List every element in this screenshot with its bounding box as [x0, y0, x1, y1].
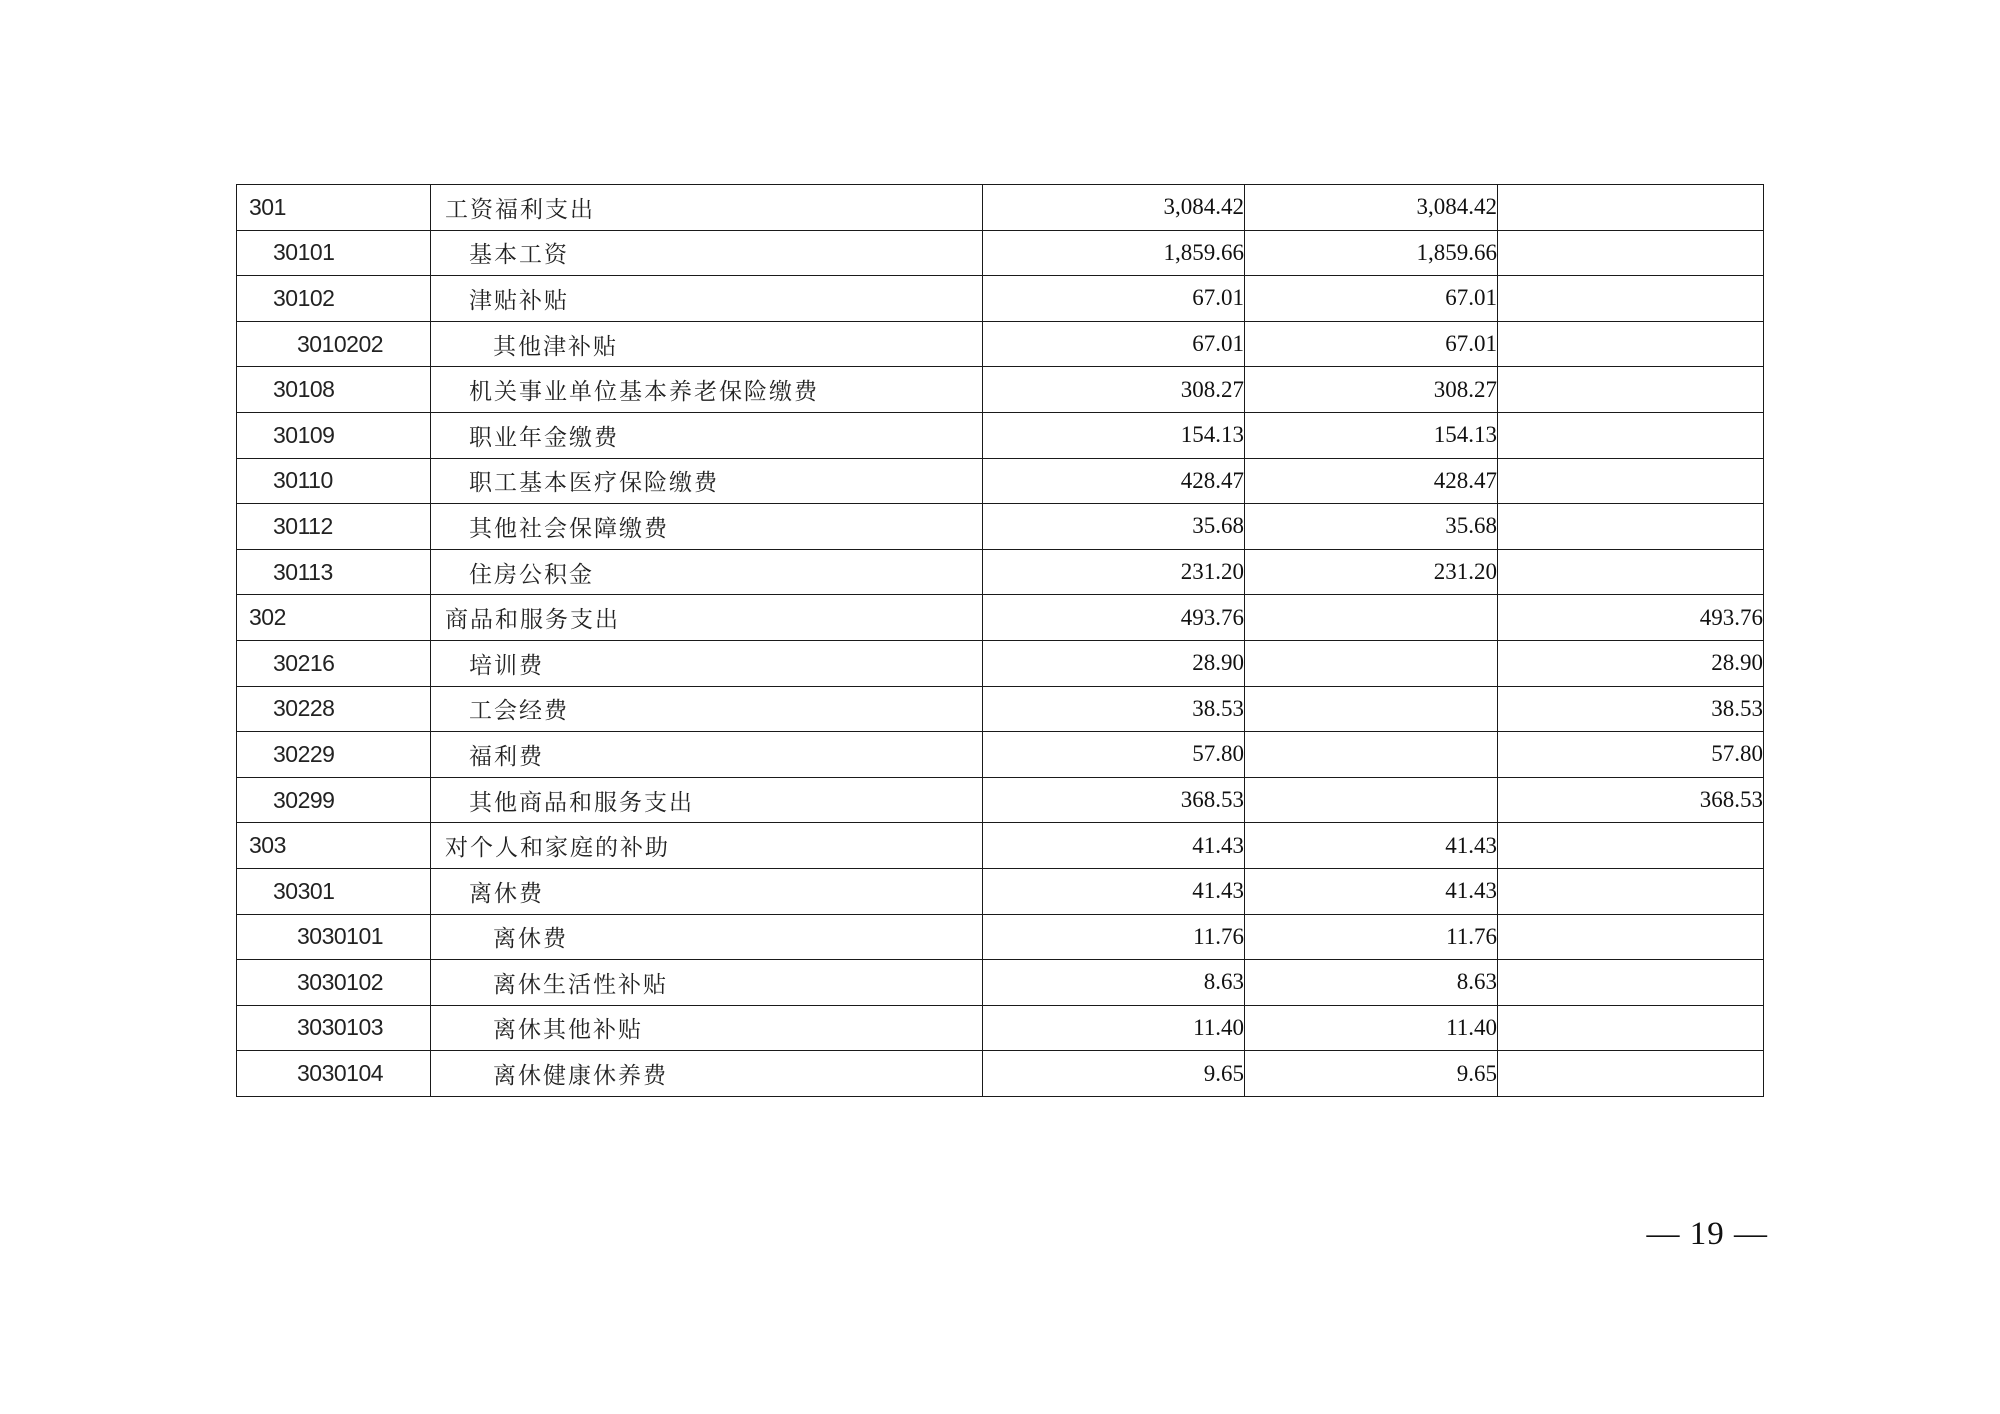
- project-expenditure-cell: 493.76: [1498, 595, 1764, 641]
- account-name-cell: 培训费: [431, 640, 983, 686]
- project-expenditure-cell: [1498, 823, 1764, 869]
- project-expenditure-cell: 38.53: [1498, 686, 1764, 732]
- account-name-cell: 工会经费: [431, 686, 983, 732]
- table-row: [237, 367, 1764, 413]
- total-amount-cell: 28.90: [983, 640, 1245, 686]
- account-name-cell: 其他社会保障缴费: [431, 504, 983, 550]
- table-row: [237, 595, 1764, 641]
- account-name-cell: 其他津补贴: [431, 321, 983, 367]
- total-amount-cell: 8.63: [983, 960, 1245, 1006]
- account-code-cell: 30101: [237, 230, 431, 276]
- total-amount-cell: 154.13: [983, 412, 1245, 458]
- total-amount-cell: 308.27: [983, 367, 1245, 413]
- account-code-cell: 302: [237, 595, 431, 641]
- account-code-cell: 3030101: [237, 914, 431, 960]
- account-code-cell: 30108: [237, 367, 431, 413]
- account-name-cell: 离休健康休养费: [431, 1051, 983, 1097]
- total-amount-cell: 57.80: [983, 732, 1245, 778]
- account-name-cell: 商品和服务支出: [431, 595, 983, 641]
- project-expenditure-cell: [1498, 914, 1764, 960]
- project-expenditure-cell: [1498, 412, 1764, 458]
- account-code-cell: 30102: [237, 276, 431, 322]
- account-name-cell: 其他商品和服务支出: [431, 777, 983, 823]
- project-expenditure-cell: 28.90: [1498, 640, 1764, 686]
- project-expenditure-cell: 368.53: [1498, 777, 1764, 823]
- project-expenditure-cell: [1498, 549, 1764, 595]
- table-body: [237, 185, 1764, 1097]
- table-row: [237, 868, 1764, 914]
- account-name-cell: 对个人和家庭的补助: [431, 823, 983, 869]
- account-name-cell: 机关事业单位基本养老保险缴费: [431, 367, 983, 413]
- total-amount-cell: 11.40: [983, 1005, 1245, 1051]
- account-name-cell: 工资福利支出: [431, 185, 983, 231]
- basic-expenditure-cell: 231.20: [1245, 549, 1498, 595]
- table-row: [237, 686, 1764, 732]
- total-amount-cell: 368.53: [983, 777, 1245, 823]
- account-name-cell: 职工基本医疗保险缴费: [431, 458, 983, 504]
- account-code-cell: 301: [237, 185, 431, 231]
- basic-expenditure-cell: [1245, 640, 1498, 686]
- table-row: [237, 230, 1764, 276]
- account-code-cell: 30110: [237, 458, 431, 504]
- table-row: [237, 1005, 1764, 1051]
- project-expenditure-cell: [1498, 504, 1764, 550]
- table-row: [237, 732, 1764, 778]
- total-amount-cell: 41.43: [983, 823, 1245, 869]
- account-code-cell: 3030102: [237, 960, 431, 1006]
- total-amount-cell: 35.68: [983, 504, 1245, 550]
- project-expenditure-cell: [1498, 276, 1764, 322]
- total-amount-cell: 3,084.42: [983, 185, 1245, 231]
- table-row: [237, 276, 1764, 322]
- basic-expenditure-cell: 41.43: [1245, 868, 1498, 914]
- account-name-cell: 基本工资: [431, 230, 983, 276]
- project-expenditure-cell: [1498, 868, 1764, 914]
- table-row: [237, 914, 1764, 960]
- account-name-cell: 津贴补贴: [431, 276, 983, 322]
- account-code-cell: 30229: [237, 732, 431, 778]
- account-code-cell: 3030104: [237, 1051, 431, 1097]
- table-row: [237, 185, 1764, 231]
- project-expenditure-cell: [1498, 230, 1764, 276]
- account-code-cell: 30109: [237, 412, 431, 458]
- basic-expenditure-cell: 41.43: [1245, 823, 1498, 869]
- basic-expenditure-cell: 428.47: [1245, 458, 1498, 504]
- account-name-cell: 职业年金缴费: [431, 412, 983, 458]
- account-name-cell: 离休其他补贴: [431, 1005, 983, 1051]
- total-amount-cell: 493.76: [983, 595, 1245, 641]
- account-code-cell: 3030103: [237, 1005, 431, 1051]
- account-name-cell: 离休费: [431, 868, 983, 914]
- total-amount-cell: 67.01: [983, 321, 1245, 367]
- basic-expenditure-cell: 11.40: [1245, 1005, 1498, 1051]
- account-code-cell: 30301: [237, 868, 431, 914]
- basic-expenditure-cell: 1,859.66: [1245, 230, 1498, 276]
- account-code-cell: 30112: [237, 504, 431, 550]
- table-row: [237, 777, 1764, 823]
- table-row: [237, 960, 1764, 1006]
- project-expenditure-cell: [1498, 185, 1764, 231]
- project-expenditure-cell: [1498, 1005, 1764, 1051]
- total-amount-cell: 1,859.66: [983, 230, 1245, 276]
- project-expenditure-cell: [1498, 960, 1764, 1006]
- expenditure-table: [236, 184, 1764, 1097]
- basic-expenditure-cell: 3,084.42: [1245, 185, 1498, 231]
- basic-expenditure-cell: [1245, 732, 1498, 778]
- account-code-cell: 303: [237, 823, 431, 869]
- account-code-cell: 30113: [237, 549, 431, 595]
- account-name-cell: 福利费: [431, 732, 983, 778]
- basic-expenditure-cell: 154.13: [1245, 412, 1498, 458]
- basic-expenditure-cell: [1245, 595, 1498, 641]
- total-amount-cell: 9.65: [983, 1051, 1245, 1097]
- account-name-cell: 住房公积金: [431, 549, 983, 595]
- table-row: [237, 458, 1764, 504]
- account-code-cell: 3010202: [237, 321, 431, 367]
- total-amount-cell: 428.47: [983, 458, 1245, 504]
- basic-expenditure-cell: 8.63: [1245, 960, 1498, 1006]
- account-code-cell: 30228: [237, 686, 431, 732]
- project-expenditure-cell: [1498, 1051, 1764, 1097]
- account-name-cell: 离休生活性补贴: [431, 960, 983, 1006]
- total-amount-cell: 231.20: [983, 549, 1245, 595]
- page-number: — 19 —: [1646, 1216, 1768, 1252]
- account-code-cell: 30299: [237, 777, 431, 823]
- table-row: [237, 640, 1764, 686]
- table-row: [237, 823, 1764, 869]
- table-row: [237, 321, 1764, 367]
- account-name-cell: 离休费: [431, 914, 983, 960]
- basic-expenditure-cell: 11.76: [1245, 914, 1498, 960]
- total-amount-cell: 38.53: [983, 686, 1245, 732]
- basic-expenditure-cell: 35.68: [1245, 504, 1498, 550]
- basic-expenditure-cell: 308.27: [1245, 367, 1498, 413]
- basic-expenditure-cell: [1245, 686, 1498, 732]
- project-expenditure-cell: [1498, 458, 1764, 504]
- basic-expenditure-cell: [1245, 777, 1498, 823]
- project-expenditure-cell: [1498, 321, 1764, 367]
- project-expenditure-cell: 57.80: [1498, 732, 1764, 778]
- table-row: [237, 504, 1764, 550]
- account-code-cell: 30216: [237, 640, 431, 686]
- basic-expenditure-cell: 67.01: [1245, 276, 1498, 322]
- total-amount-cell: 41.43: [983, 868, 1245, 914]
- table-row: [237, 1051, 1764, 1097]
- table-row: [237, 549, 1764, 595]
- total-amount-cell: 67.01: [983, 276, 1245, 322]
- table-row: [237, 412, 1764, 458]
- basic-expenditure-cell: 67.01: [1245, 321, 1498, 367]
- project-expenditure-cell: [1498, 367, 1764, 413]
- total-amount-cell: 11.76: [983, 914, 1245, 960]
- basic-expenditure-cell: 9.65: [1245, 1051, 1498, 1097]
